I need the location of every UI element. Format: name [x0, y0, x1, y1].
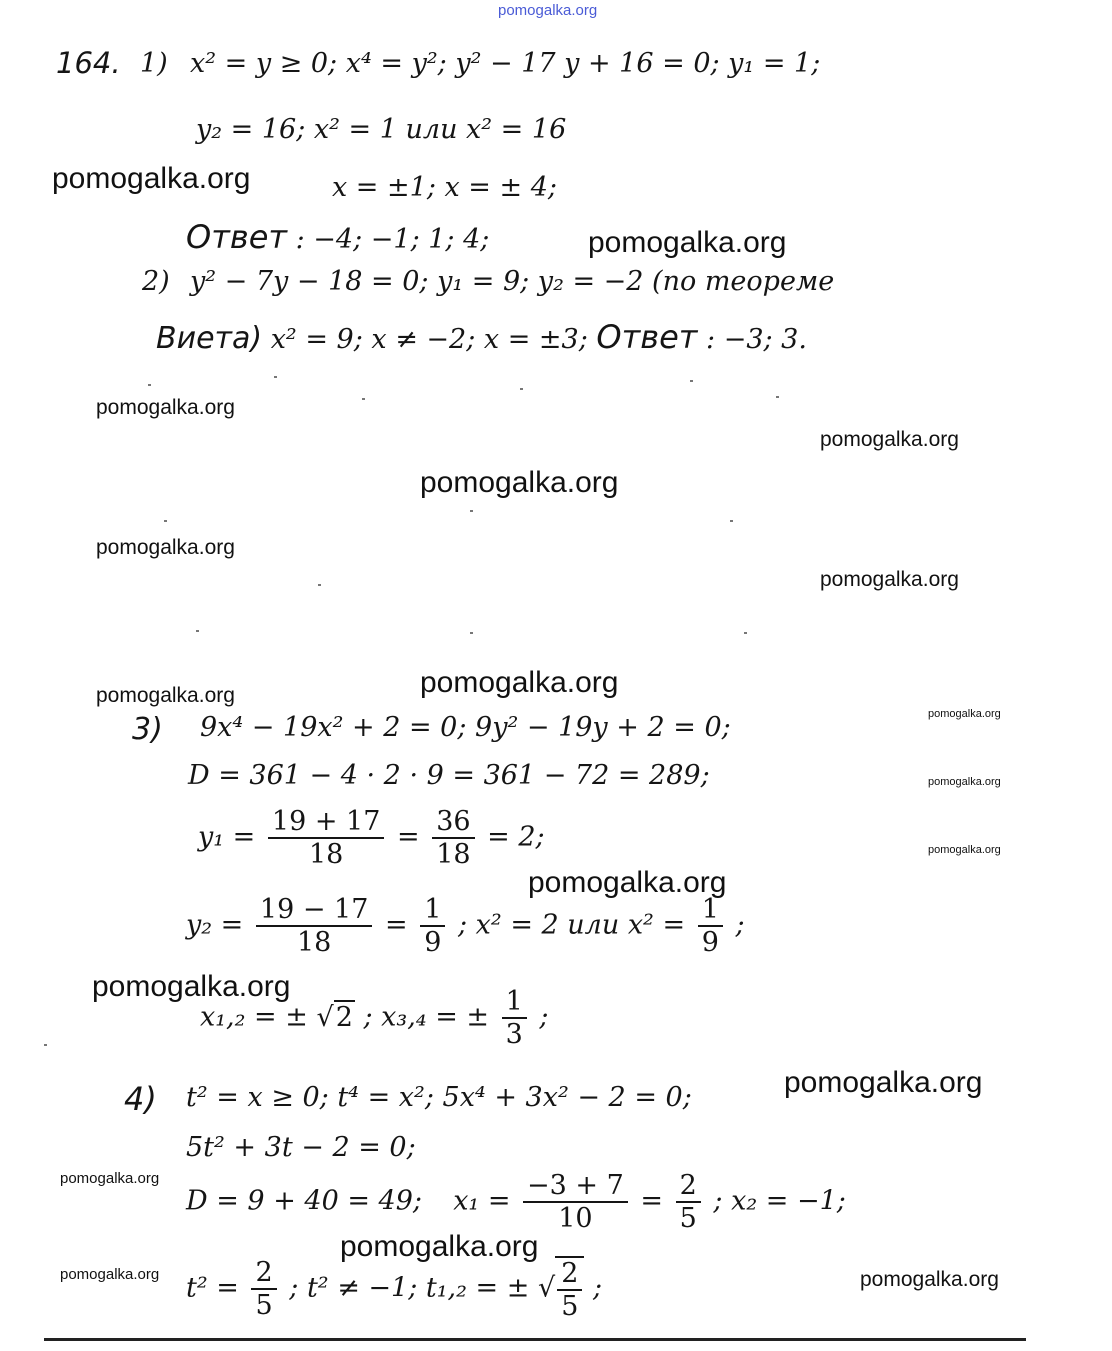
part3-x-den: 3 [505, 1019, 523, 1051]
watermark: pomogalka.org [588, 226, 787, 259]
watermark: pomogalka.org [860, 1268, 999, 1291]
part3-y1-lhs: y₁ = [198, 821, 256, 853]
part1-answer-label: Ответ [186, 218, 288, 256]
part3-y1-tail: = 2; [487, 821, 545, 853]
scan-speck [362, 398, 365, 400]
part3-y2-mid: ; x² = 2 или x² = [458, 909, 686, 941]
part3-y2-tail: ; [735, 909, 745, 941]
part3-y2-den3: 9 [701, 927, 719, 959]
part4-x1-num2: 2 [676, 1170, 701, 1203]
part4-x1-fraction2 [676, 1170, 701, 1234]
part4-x1-tail: ; x₂ = −1; [713, 1185, 846, 1217]
scan-speck [690, 380, 693, 382]
part4-sqrt-num: 2 [557, 1258, 582, 1291]
watermark: pomogalka.org [92, 970, 291, 1003]
bottom-rule [44, 1338, 1026, 1341]
part3-y2-eq: = [385, 909, 408, 941]
part4-x1-den: 10 [558, 1203, 593, 1235]
part4-t-den: 5 [255, 1290, 273, 1322]
part3-y2-den: 18 [296, 927, 332, 959]
part1-line3: x = ±1; x = ± 4; [332, 172, 557, 203]
part3-x-tail: ; [539, 1001, 549, 1033]
scan-speck [318, 584, 321, 586]
watermark: pomogalka.org [96, 536, 235, 559]
part3-x-fraction [502, 986, 527, 1050]
watermark: pomogalka.org [52, 162, 251, 195]
part4-sqrt: √ $\frac{2}{5}$ [538, 1256, 584, 1322]
part3-sqrt-rad: 2 [335, 1001, 353, 1033]
part4-t-row [186, 1256, 602, 1322]
scan-speck [196, 630, 199, 632]
watermark: pomogalka.org [420, 466, 619, 499]
part1-line2: y₂ = 16; x² = 1 или x² = 16 [196, 114, 567, 145]
part3-y1-den: 18 [308, 839, 344, 871]
part4-t-num: 2 [251, 1257, 276, 1290]
part1-line1: x² = y ≥ 0; x⁴ = y²; y² − 17 y + 16 = 0; y₁ = 1; [190, 48, 821, 79]
part3-y1-fraction2 [432, 806, 474, 870]
part1-answer-row [186, 218, 489, 256]
part3-sqrt: √2 [316, 1001, 353, 1033]
part4-d-row [186, 1170, 846, 1234]
part4-label: 4) [124, 1080, 157, 1118]
scan-speck [776, 396, 779, 398]
part3-y1-num2: 36 [432, 806, 474, 839]
part3-y1-eq: = [397, 821, 420, 853]
part4-x1-num: −3 + 7 [523, 1170, 628, 1203]
part3-x-num: 1 [502, 986, 527, 1019]
part3-y2-fraction [256, 894, 373, 958]
part3-y2-lhs: y₂ = [186, 909, 244, 941]
part2-answer: : −3; 3. [706, 324, 807, 355]
part2-label: 2) [142, 266, 170, 297]
scan-speck [470, 510, 473, 512]
part4-t-mid: ; t² ≠ −1; t₁,₂ = ± [289, 1272, 530, 1304]
part3-y2-fraction2 [420, 894, 445, 958]
watermark: pomogalka.org [820, 568, 959, 591]
part3-line2: D = 361 − 4 · 2 · 9 = 361 − 72 = 289; [188, 760, 710, 791]
part4-t-fraction [251, 1257, 276, 1321]
watermark: pomogalka.org [528, 866, 727, 899]
part3-y2-row [186, 894, 745, 958]
watermark: pomogalka.org [928, 708, 1001, 720]
watermark-top: pomogalka.org [498, 2, 598, 19]
part2-line2: x² = 9; x ≠ −2; x = ±3; [270, 324, 588, 355]
part3-y2-fraction3 [698, 894, 723, 958]
watermark: pomogalka.org [60, 1170, 160, 1187]
part2-vieta: Виета) [156, 321, 263, 356]
scan-speck [44, 1044, 47, 1046]
part3-line1: 9x⁴ − 19x² + 2 = 0; 9y² − 19y + 2 = 0; [200, 712, 731, 743]
part3-y1-num: 19 + 17 [268, 806, 385, 839]
watermark: pomogalka.org [820, 428, 959, 451]
part3-y1-row [198, 806, 545, 870]
scan-speck [274, 376, 277, 378]
part4-sqrt-den: 5 [561, 1291, 579, 1323]
scan-speck [164, 520, 167, 522]
part3-y1-fraction [268, 806, 385, 870]
part4-d-text: D = 9 + 40 = 49; [186, 1185, 422, 1217]
part3-y1-den2: 18 [436, 839, 471, 871]
part4-x1-eq: = [640, 1185, 664, 1217]
part4-t-lhs: t² = [186, 1272, 239, 1304]
part4-x1-den2: 5 [679, 1203, 697, 1235]
part1-label: 1) [140, 48, 168, 79]
watermark: pomogalka.org [340, 1230, 539, 1263]
part1-answer: : −4; −1; 1; 4; [295, 224, 490, 255]
part2-answer-label: Ответ [596, 318, 698, 356]
scan-speck [520, 388, 523, 390]
watermark: pomogalka.org [420, 666, 619, 699]
scan-speck [470, 632, 473, 634]
part4-x1-lhs: x₁ = [453, 1185, 511, 1217]
scan-speck [730, 520, 733, 522]
part3-y2-num2: 1 [420, 894, 445, 927]
part4-line2: 5t² + 3t − 2 = 0; [186, 1132, 416, 1163]
part4-x1-fraction [523, 1170, 628, 1234]
watermark: pomogalka.org [928, 776, 1001, 788]
scan-speck [148, 384, 151, 386]
part3-y2-num3: 1 [698, 894, 723, 927]
problem-number: 164. [56, 46, 121, 80]
watermark: pomogalka.org [96, 684, 235, 707]
part3-x-mid: ; x₃,₄ = ± [363, 1001, 490, 1033]
watermark: pomogalka.org [60, 1266, 160, 1283]
part3-y2-den2: 9 [424, 927, 442, 959]
part4-t-tail: ; [592, 1272, 603, 1304]
part2-line1: y² − 7y − 18 = 0; y₁ = 9; y₂ = −2 (по теореме [190, 266, 835, 297]
part3-x-lhs: x₁,₂ = ± [200, 1001, 308, 1033]
part3-y2-num: 19 − 17 [256, 894, 373, 927]
part4-line1: t² = x ≥ 0; t⁴ = x²; 5x⁴ + 3x² − 2 = 0; [186, 1082, 692, 1113]
part2-line2-row [156, 318, 807, 356]
watermark: pomogalka.org [784, 1066, 983, 1099]
watermark: pomogalka.org [96, 396, 235, 419]
scan-speck [744, 632, 747, 634]
watermark: pomogalka.org [928, 844, 1001, 856]
part3-label: 3) [132, 712, 163, 747]
